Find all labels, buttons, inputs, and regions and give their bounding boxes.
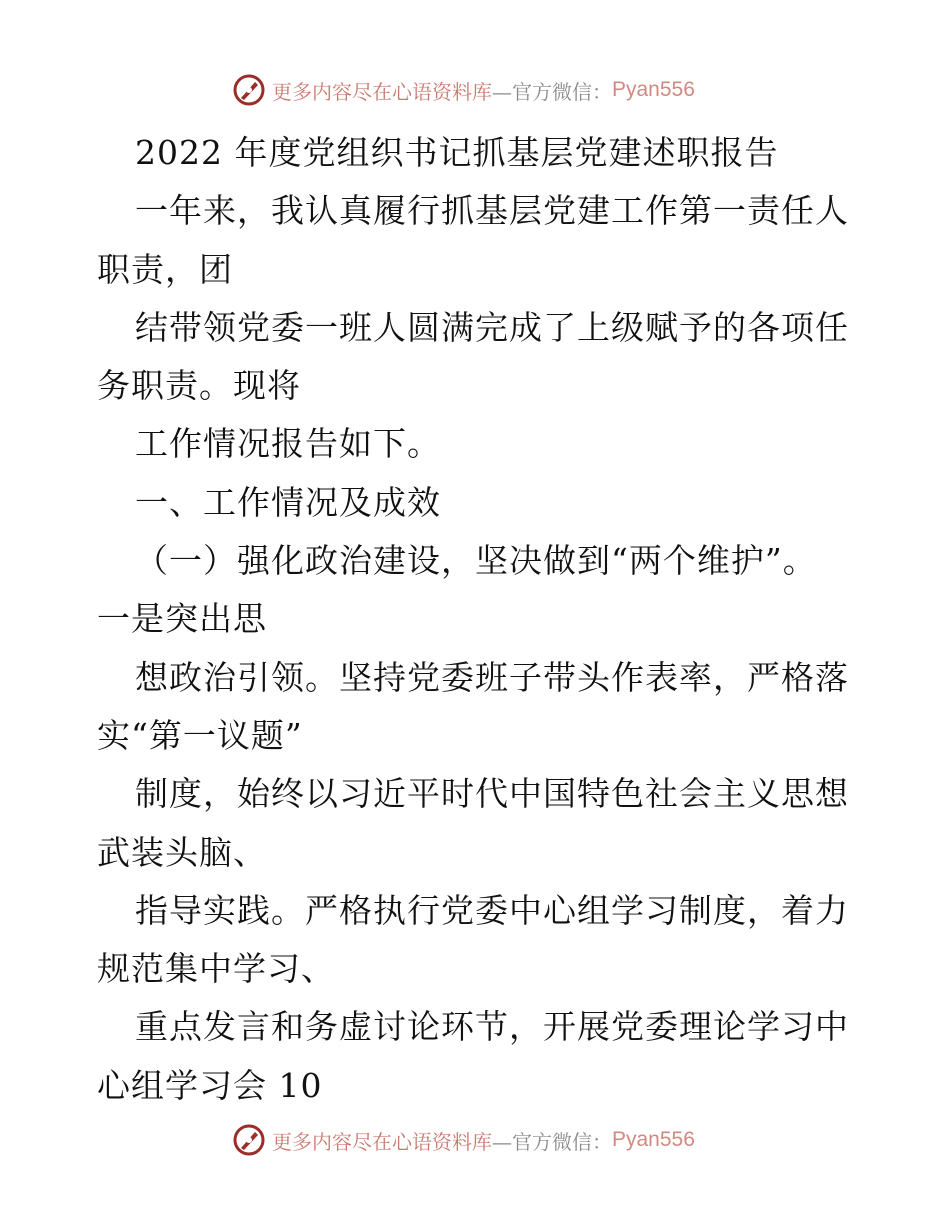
watermark-sep: —官方微信： [492, 1129, 612, 1154]
text-line: 一是突出思 [97, 599, 267, 639]
watermark-wechat: Pyan556 [612, 1128, 695, 1151]
document-body [97, 124, 877, 1115]
text-line: 武装头脑、 [97, 832, 267, 872]
text-line: 职责，团 [97, 249, 233, 289]
pen-logo-icon [232, 1123, 266, 1157]
watermark-header [232, 70, 695, 110]
text-line: 制度，始终以习近平时代中国特色社会主义思想 [135, 774, 849, 814]
text-line: 心组学习会 10 [97, 1065, 323, 1105]
text-line: 结带领党委一班人圆满完成了上级赋予的各项任 [135, 307, 849, 347]
text-line: 一年来，我认真履行抓基层党建工作第一责任人 [135, 191, 849, 231]
text-line: 实“第一议题” [97, 715, 303, 755]
watermark-footer [232, 1120, 695, 1160]
text-line: 重点发言和务虚讨论环节，开展党委理论学习中 [135, 1007, 849, 1047]
text-line: 务职责。现将 [97, 366, 301, 406]
pen-logo-icon [232, 73, 266, 107]
text-line: （一）强化政治建设，坚决做到“两个维护”。 [135, 541, 817, 581]
text-line: 规范集中学习、 [97, 949, 335, 989]
document-title: 2022 年度党组织书记抓基层党建述职报告 [135, 133, 779, 172]
watermark-wechat: Pyan556 [612, 78, 695, 101]
text-line: 一、工作情况及成效 [135, 482, 441, 522]
text-line: 工作情况报告如下。 [135, 424, 441, 464]
watermark-sep: —官方微信： [492, 79, 612, 104]
watermark-site: 更多内容尽在心语资料库 [272, 79, 492, 104]
text-line: 指导实践。严格执行党委中心组学习制度，着力 [135, 890, 849, 930]
text-line: 想政治引领。坚持党委班子带头作表率，严格落 [135, 657, 849, 697]
watermark-site: 更多内容尽在心语资料库 [272, 1129, 492, 1154]
